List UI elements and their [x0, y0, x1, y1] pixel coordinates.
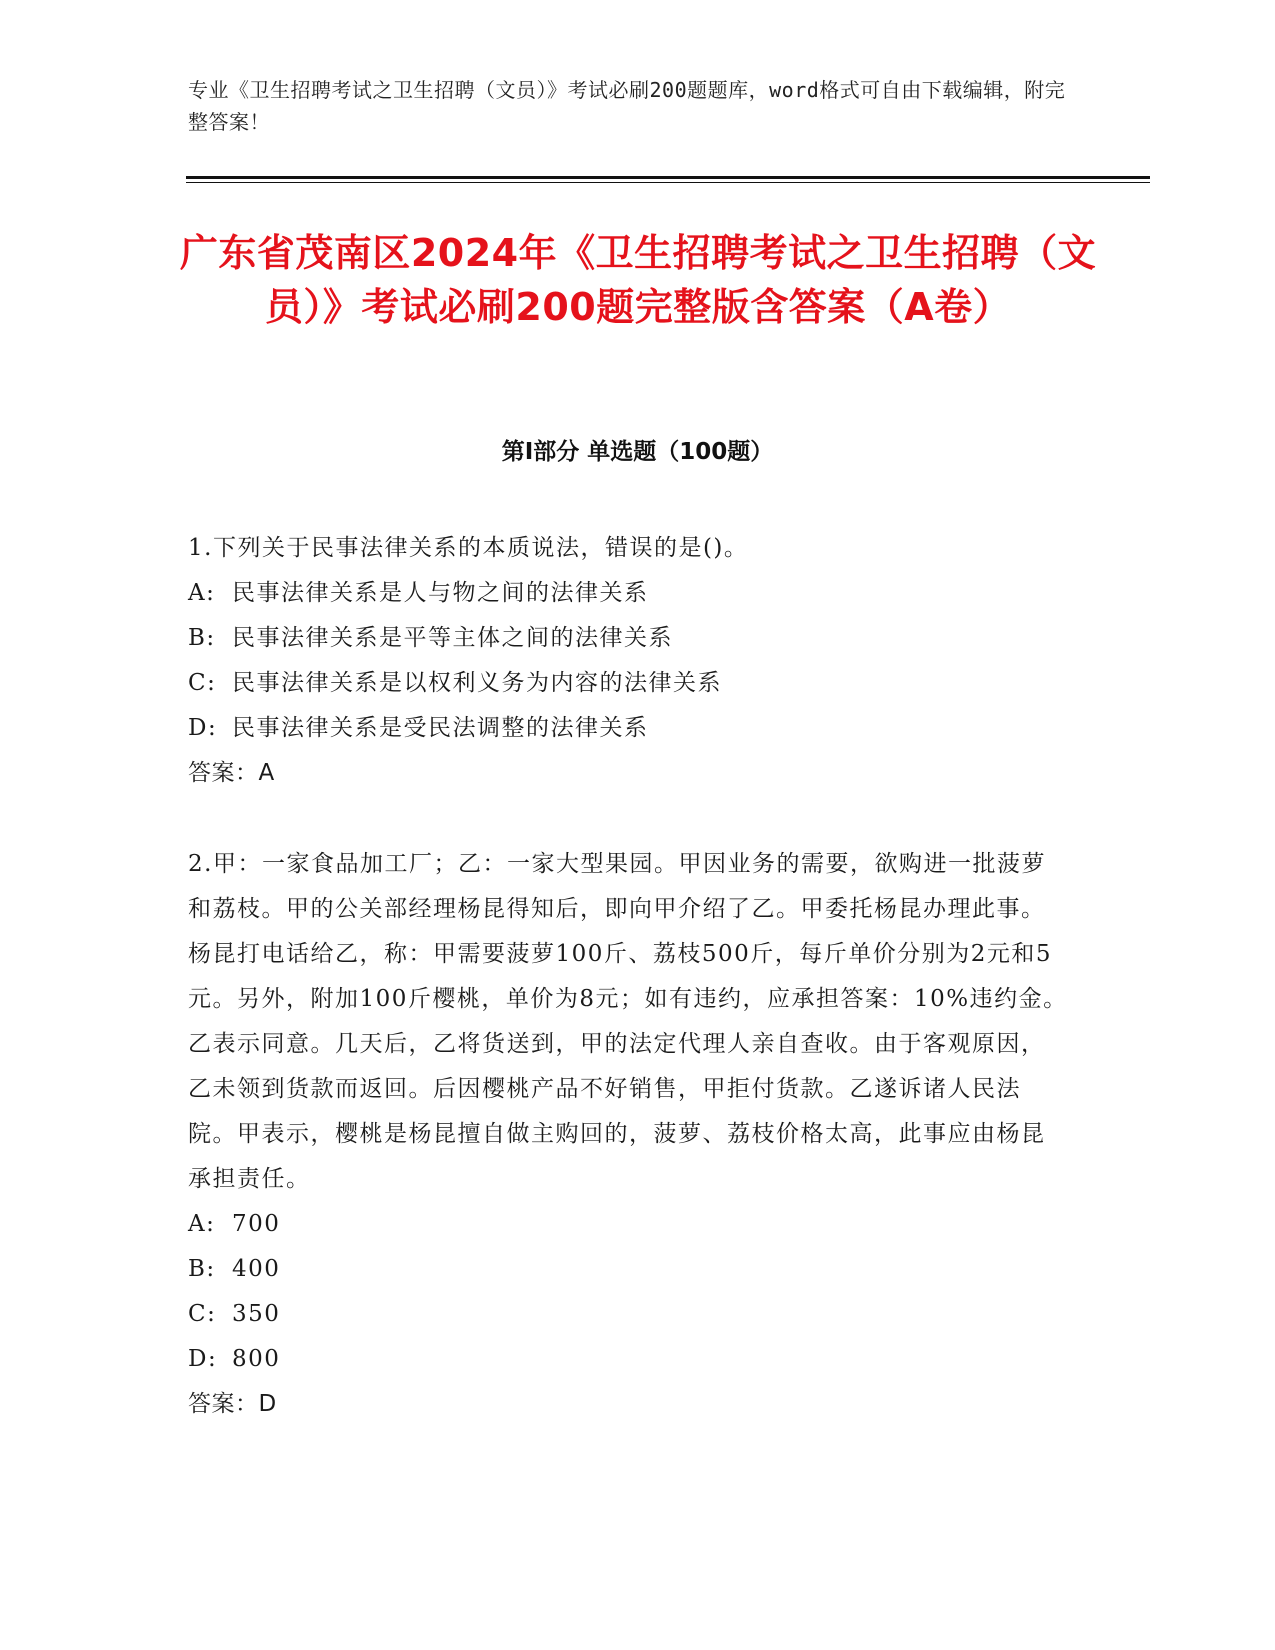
option-c: [188, 661, 1068, 706]
option-a: [188, 571, 1068, 616]
option-letter: A:: [188, 580, 216, 606]
header-divider-thick: [186, 176, 1150, 179]
option-text: 800: [232, 1346, 281, 1372]
section-title: 第Ⅰ部分 单选题（100题）: [501, 439, 774, 465]
question-1: [188, 526, 1068, 796]
option-letter: B:: [188, 625, 216, 651]
option-a: [188, 1202, 1068, 1247]
option-d: [188, 1337, 1068, 1382]
option-letter: D:: [188, 715, 218, 741]
question-text: 1.下列关于民事法律关系的本质说法，错误的是()。: [188, 535, 749, 561]
option-text: 民事法律关系是人与物之间的法律关系: [232, 580, 649, 606]
question-2: [188, 842, 1068, 1427]
answer-line: 答案：D: [188, 1391, 277, 1417]
option-text: 民事法律关系是以权利义务为内容的法律关系: [232, 670, 722, 696]
option-letter: D:: [188, 1346, 218, 1372]
option-b: [188, 1247, 1068, 1292]
document-title: 广东省茂南区2024年《卫生招聘考试之卫生招聘（文员）》考试必刷200题完整版含答案（A卷）: [179, 231, 1097, 329]
option-b: [188, 616, 1068, 661]
header-note: 专业《卫生招聘考试之卫生招聘（文员）》考试必刷200题题库，word格式可自由下载编辑，附完整答案！: [188, 78, 1066, 134]
option-c: [188, 1292, 1068, 1337]
option-text: 700: [232, 1211, 281, 1237]
option-letter: A:: [188, 1211, 216, 1237]
option-text: 350: [232, 1301, 281, 1327]
question-text: 2.甲：一家食品加工厂；乙：一家大型果园。甲因业务的需要，欲购进一批菠萝和荔枝。甲的公关部经理杨昆得知后，即向甲介绍了乙。甲委托杨昆办理此事。杨昆打电话给乙，称：甲需要菠萝100斤、荔枝500斤，每斤单价分别为2元和5元。另外，附加100斤樱桃，单价为8元；如有违约，应承担答案：10%违约金。乙表示同意。几天后，乙将货送到，甲的法定代理人亲自查收。由于客观原因，乙未领到货款而返回。后因樱桃产品不好销售，甲拒付货款。乙遂诉诸人民法院。甲表示，樱桃是杨昆擅自做主购回的，菠萝、荔枝价格太高，此事应由杨昆承担责任。: [188, 851, 1068, 1192]
option-letter: B:: [188, 1256, 216, 1282]
option-text: 400: [232, 1256, 281, 1282]
option-letter: C:: [188, 1301, 217, 1327]
header-divider-thin: [186, 182, 1150, 183]
option-letter: C:: [188, 670, 217, 696]
option-text: 民事法律关系是受民法调整的法律关系: [232, 715, 649, 741]
option-text: 民事法律关系是平等主体之间的法律关系: [232, 625, 673, 651]
option-d: [188, 706, 1068, 751]
answer-line: 答案：A: [188, 760, 275, 786]
